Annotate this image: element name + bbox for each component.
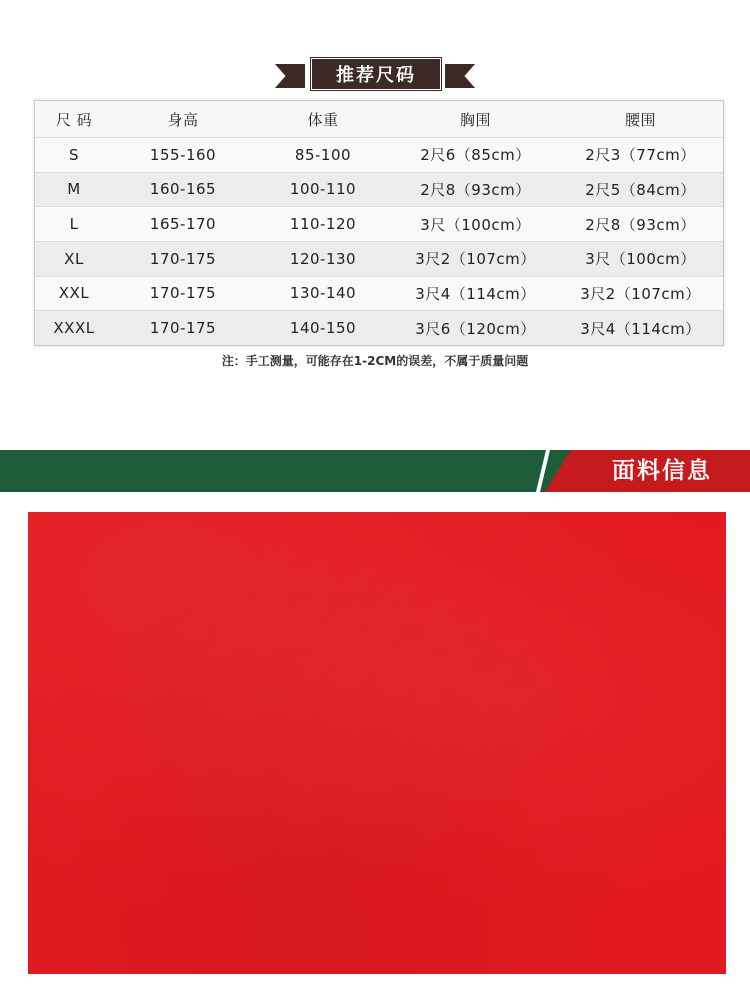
table-row bbox=[35, 138, 723, 173]
measurement-note: 注：手工测量，可能存在1-2CM的误差，不属于质量问题 bbox=[221, 354, 529, 368]
fabric-info-title: 面料信息 bbox=[612, 458, 712, 484]
cell-chest: 2尺8（93cm） bbox=[393, 172, 558, 207]
ribbon-left-tail bbox=[275, 64, 305, 88]
ribbon-right-tail bbox=[445, 64, 475, 88]
cell-size: XL bbox=[35, 241, 113, 276]
cell-weight: 85-100 bbox=[253, 138, 393, 173]
cell-height: 170-175 bbox=[113, 311, 253, 345]
cell-chest: 3尺（100cm） bbox=[393, 207, 558, 242]
cell-weight: 120-130 bbox=[253, 241, 393, 276]
cell-size: XXL bbox=[35, 276, 113, 311]
cell-waist: 3尺（100cm） bbox=[558, 241, 723, 276]
cell-size: XXXL bbox=[35, 311, 113, 345]
header-weight: 体重 bbox=[253, 101, 393, 138]
header-waist: 腰围 bbox=[558, 101, 723, 138]
cell-weight: 140-150 bbox=[253, 311, 393, 345]
size-chart-title: 推荐尺码 bbox=[311, 58, 441, 90]
header-height: 身高 bbox=[113, 101, 253, 138]
table-row bbox=[35, 207, 723, 242]
cell-waist: 3尺4（114cm） bbox=[558, 311, 723, 345]
table-row bbox=[35, 172, 723, 207]
cell-chest: 3尺6（120cm） bbox=[393, 311, 558, 345]
cell-height: 155-160 bbox=[113, 138, 253, 173]
cell-waist: 2尺3（77cm） bbox=[558, 138, 723, 173]
header-chest: 胸围 bbox=[393, 101, 558, 138]
cell-height: 160-165 bbox=[113, 172, 253, 207]
cell-height: 165-170 bbox=[113, 207, 253, 242]
table-row bbox=[35, 241, 723, 276]
table-row bbox=[35, 311, 723, 345]
cell-waist: 2尺5（84cm） bbox=[558, 172, 723, 207]
size-table bbox=[35, 101, 723, 345]
cell-waist: 2尺8（93cm） bbox=[558, 207, 723, 242]
cell-size: M bbox=[35, 172, 113, 207]
size-table-header-row bbox=[35, 101, 723, 138]
fabric-swatch-image bbox=[28, 512, 726, 974]
cell-chest: 3尺2（107cm） bbox=[393, 241, 558, 276]
cell-chest: 3尺4（114cm） bbox=[393, 276, 558, 311]
cell-height: 170-175 bbox=[113, 276, 253, 311]
cell-waist: 3尺2（107cm） bbox=[558, 276, 723, 311]
fabric-info-banner bbox=[0, 450, 750, 492]
size-chart-title-banner bbox=[275, 58, 475, 92]
cell-height: 170-175 bbox=[113, 241, 253, 276]
header-size: 尺 码 bbox=[35, 101, 113, 138]
banner-divider-stripe bbox=[536, 450, 550, 492]
cell-weight: 100-110 bbox=[253, 172, 393, 207]
cell-weight: 130-140 bbox=[253, 276, 393, 311]
cell-weight: 110-120 bbox=[253, 207, 393, 242]
size-table-container bbox=[34, 100, 724, 346]
cell-chest: 2尺6（85cm） bbox=[393, 138, 558, 173]
cell-size: L bbox=[35, 207, 113, 242]
cell-size: S bbox=[35, 138, 113, 173]
table-row bbox=[35, 276, 723, 311]
